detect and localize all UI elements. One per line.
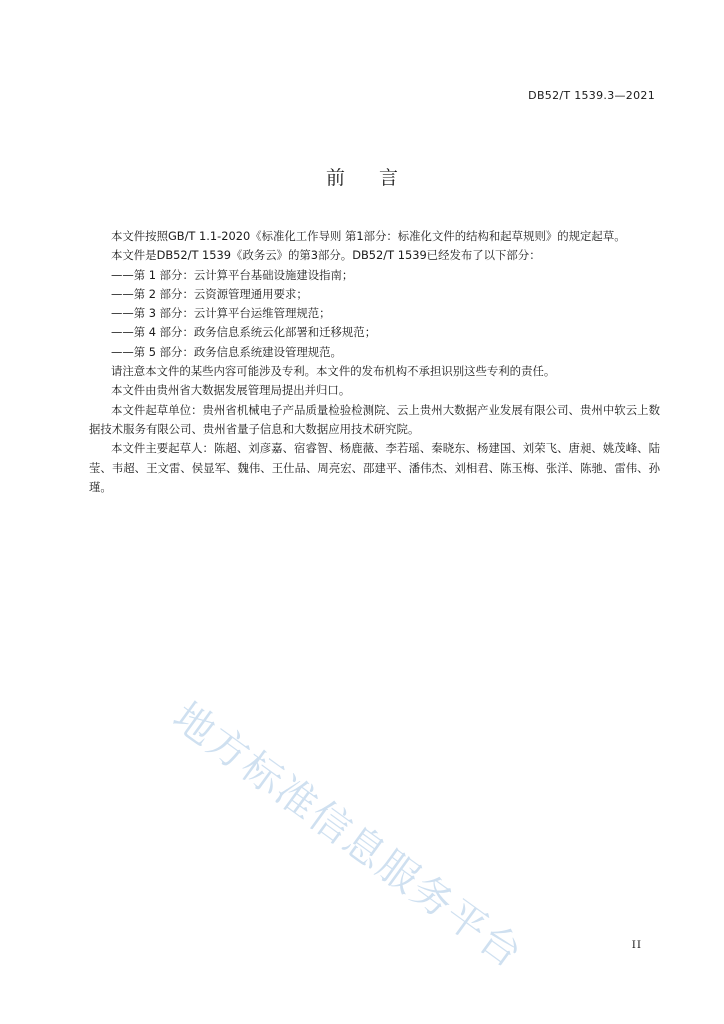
paragraph-series-intro: 本文件是DB52/T 1539《政务云》的第3部分。DB52/T 1539已经发布了以下部分： [111, 248, 541, 263]
list-item-part-1: ——第 1 部分：云计算平台基础设施建设指南； [111, 267, 354, 282]
paragraph-drafting-rules: 本文件按照GB/T 1.1-2020《标准化工作导则 第1部分：标准化文件的结构和起草规则》的规定起草。 [111, 229, 626, 243]
page-title: 前言 [325, 167, 432, 189]
page-number: II [631, 939, 642, 951]
paragraph-drafters: 本文件主要起草人：陈超、刘彦嘉、宿睿智、杨鹿薇、李若瑶、秦晓东、杨建国、刘荣飞、唐昶、姚茂峰、陆莹、韦超、王文雷、侯显军、魏伟、王仕品、周亮宏、邵建平、潘伟杰、刘相君、陈玉梅、张洋、陈驰、雷伟、孙瑾。 [89, 441, 660, 494]
paragraph-patent-notice: 请注意本文件的某些内容可能涉及专利。本文件的发布机构不承担识别这些专利的责任。 [111, 364, 556, 379]
list-item-part-4: ——第 4 部分：政务信息系统云化部署和迁移规范； [111, 325, 377, 340]
document-body [89, 227, 660, 497]
watermark-text: 地方标准信息服务平台 [164, 693, 532, 978]
document-code: DB52/T 1539.3—2021 [528, 89, 655, 102]
paragraph-proposer: 本文件由贵州省大数据发展管理局提出并归口。 [111, 383, 351, 398]
list-item-part-3: ——第 3 部分：云计算平台运维管理规范； [111, 306, 331, 321]
list-item-part-5: ——第 5 部分：政务信息系统建设管理规范。 [111, 344, 342, 359]
paragraph-drafting-units: 本文件起草单位：贵州省机械电子产品质量检验检测院、云上贵州大数据产业发展有限公司、贵州中软云上数据技术服务有限公司、贵州省量子信息和大数据应用技术研究院。 [89, 402, 660, 436]
list-item-part-2: ——第 2 部分：云资源管理通用要求； [111, 286, 308, 301]
